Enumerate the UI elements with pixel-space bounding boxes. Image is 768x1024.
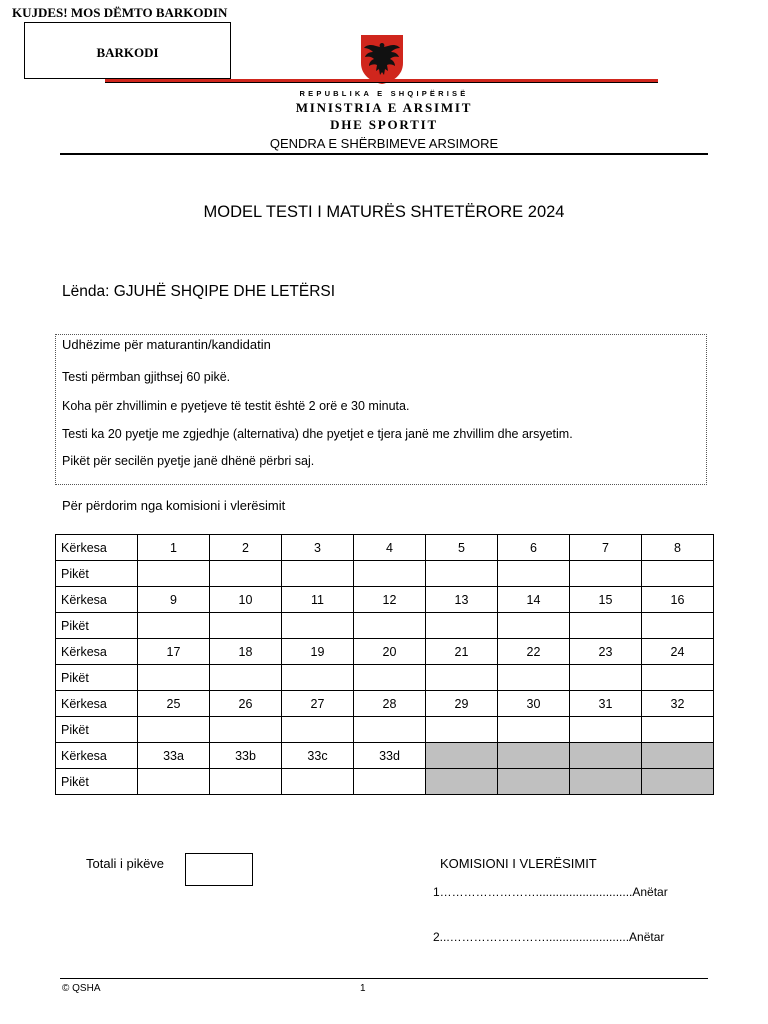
- points-row: [56, 769, 714, 795]
- task-row: [56, 587, 714, 613]
- points-cell[interactable]: [498, 717, 570, 743]
- ministry-name-line2: DHE SPORTIT: [330, 117, 438, 132]
- task-number-cell: [498, 743, 570, 769]
- points-cell[interactable]: [570, 665, 642, 691]
- task-number-cell: 13: [426, 587, 498, 613]
- points-cell[interactable]: [282, 561, 354, 587]
- points-cell[interactable]: [210, 561, 282, 587]
- task-number-cell: 5: [426, 535, 498, 561]
- task-number-cell: 17: [138, 639, 210, 665]
- task-number-cell: 27: [282, 691, 354, 717]
- points-cell[interactable]: [282, 665, 354, 691]
- task-number-cell: 7: [570, 535, 642, 561]
- points-cell[interactable]: [354, 561, 426, 587]
- points-cell[interactable]: [354, 613, 426, 639]
- instructions-heading: Udhëzime për maturantin/kandidatin: [62, 337, 271, 352]
- points-row-label: Pikët: [56, 613, 138, 639]
- points-cell[interactable]: [354, 717, 426, 743]
- task-row: [56, 691, 714, 717]
- task-number-cell: 23: [570, 639, 642, 665]
- task-number-cell: 15: [570, 587, 642, 613]
- copyright: © QSHA: [62, 983, 101, 994]
- task-number-cell: 26: [210, 691, 282, 717]
- instruction-line: Testi përmban gjithsej 60 pikë.: [62, 370, 231, 384]
- task-number-cell: 6: [498, 535, 570, 561]
- points-cell[interactable]: [642, 561, 714, 587]
- task-number-cell: [426, 743, 498, 769]
- task-number-cell: 25: [138, 691, 210, 717]
- republic-name: REPUBLIKA E SHQIPËRISË: [299, 89, 469, 98]
- task-number-cell: 8: [642, 535, 714, 561]
- task-number-cell: 21: [426, 639, 498, 665]
- footer-divider: [60, 978, 708, 979]
- page-number: 1: [360, 983, 366, 994]
- points-row: [56, 561, 714, 587]
- center-name: QENDRA E SHËRBIMEVE ARSIMORE: [269, 136, 499, 151]
- task-number-cell: 33b: [210, 743, 282, 769]
- instruction-line: Testi ka 20 pyetje me zgjedhje (alternativa) dhe pyetjet e tjera janë me zhvillim dhe arsyetim.: [62, 427, 573, 441]
- task-row: [56, 639, 714, 665]
- task-number-cell: 30: [498, 691, 570, 717]
- commission-member-2: 2...…………………….........................Anëtar: [433, 930, 665, 944]
- task-number-cell: 20: [354, 639, 426, 665]
- points-cell[interactable]: [210, 613, 282, 639]
- points-cell[interactable]: [354, 665, 426, 691]
- points-cell[interactable]: [426, 665, 498, 691]
- score-table: [55, 534, 714, 795]
- points-cell[interactable]: [570, 561, 642, 587]
- task-number-cell: 24: [642, 639, 714, 665]
- task-number-cell: 29: [426, 691, 498, 717]
- points-cell[interactable]: [282, 769, 354, 795]
- task-row-label: Kërkesa: [56, 691, 138, 717]
- points-cell: [498, 769, 570, 795]
- points-cell[interactable]: [354, 769, 426, 795]
- task-number-cell: 16: [642, 587, 714, 613]
- task-number-cell: 22: [498, 639, 570, 665]
- points-cell[interactable]: [210, 665, 282, 691]
- task-number-cell: 10: [210, 587, 282, 613]
- ministry-name-line1: MINISTRIA E ARSIMIT: [295, 100, 473, 115]
- points-cell[interactable]: [282, 613, 354, 639]
- task-number-cell: 9: [138, 587, 210, 613]
- points-cell: [642, 769, 714, 795]
- barcode-label: BARKODI: [96, 45, 159, 60]
- points-cell[interactable]: [138, 613, 210, 639]
- task-number-cell: 14: [498, 587, 570, 613]
- points-cell: [570, 769, 642, 795]
- total-points-box[interactable]: [185, 853, 253, 886]
- commission-title: KOMISIONI I VLERËSIMIT: [440, 856, 597, 871]
- points-cell[interactable]: [642, 613, 714, 639]
- task-row-label: Kërkesa: [56, 535, 138, 561]
- commission-member-1: 1…………………….............................Anëtar: [433, 885, 668, 899]
- subject-line: Lënda: GJUHË SHQIPE DHE LETËRSI: [62, 283, 336, 300]
- points-cell: [426, 769, 498, 795]
- points-cell[interactable]: [498, 665, 570, 691]
- points-cell[interactable]: [282, 717, 354, 743]
- barcode-warning: KUJDES! MOS DËMTO BARKODIN: [12, 5, 228, 20]
- points-cell[interactable]: [210, 769, 282, 795]
- header-divider: [60, 153, 708, 155]
- points-cell[interactable]: [210, 717, 282, 743]
- task-row-label: Kërkesa: [56, 743, 138, 769]
- task-number-cell: 1: [138, 535, 210, 561]
- points-row-label: Pikët: [56, 561, 138, 587]
- task-number-cell: 12: [354, 587, 426, 613]
- points-row-label: Pikët: [56, 717, 138, 743]
- task-number-cell: 3: [282, 535, 354, 561]
- task-row: [56, 743, 714, 769]
- task-number-cell: 33d: [354, 743, 426, 769]
- points-cell[interactable]: [642, 717, 714, 743]
- task-number-cell: [570, 743, 642, 769]
- points-cell[interactable]: [138, 561, 210, 587]
- points-cell[interactable]: [426, 561, 498, 587]
- total-points-label: Totali i pikëve: [86, 856, 165, 871]
- task-row-label: Kërkesa: [56, 639, 138, 665]
- points-cell[interactable]: [138, 665, 210, 691]
- points-row: [56, 665, 714, 691]
- points-row: [56, 717, 714, 743]
- points-row-label: Pikët: [56, 665, 138, 691]
- instruction-line: Koha për zhvillimin e pyetjeve të testit është 2 orë e 30 minuta.: [62, 399, 410, 413]
- task-number-cell: 31: [570, 691, 642, 717]
- task-number-cell: 19: [282, 639, 354, 665]
- task-number-cell: 2: [210, 535, 282, 561]
- points-cell[interactable]: [498, 613, 570, 639]
- task-number-cell: 18: [210, 639, 282, 665]
- task-number-cell: 33c: [282, 743, 354, 769]
- points-cell[interactable]: [642, 665, 714, 691]
- task-number-cell: 11: [282, 587, 354, 613]
- task-row-label: Kërkesa: [56, 587, 138, 613]
- task-number-cell: [642, 743, 714, 769]
- points-cell[interactable]: [426, 613, 498, 639]
- points-cell[interactable]: [498, 561, 570, 587]
- albanian-eagle-emblem-icon: [359, 33, 405, 85]
- task-number-cell: 28: [354, 691, 426, 717]
- points-cell[interactable]: [570, 613, 642, 639]
- task-number-cell: 32: [642, 691, 714, 717]
- task-number-cell: 33a: [138, 743, 210, 769]
- points-cell[interactable]: [426, 717, 498, 743]
- points-row: [56, 613, 714, 639]
- task-number-cell: 4: [354, 535, 426, 561]
- task-row: [56, 535, 714, 561]
- header-black-rule: [105, 82, 658, 83]
- points-cell[interactable]: [138, 717, 210, 743]
- points-cell[interactable]: [138, 769, 210, 795]
- page-title: MODEL TESTI I MATURËS SHTETËRORE 2024: [203, 203, 565, 221]
- points-row-label: Pikët: [56, 769, 138, 795]
- instruction-line: Pikët për secilën pyetje janë dhënë përbri saj.: [62, 454, 315, 468]
- points-cell[interactable]: [570, 717, 642, 743]
- commission-use-note: Për përdorim nga komisioni i vlerësimit: [62, 498, 286, 513]
